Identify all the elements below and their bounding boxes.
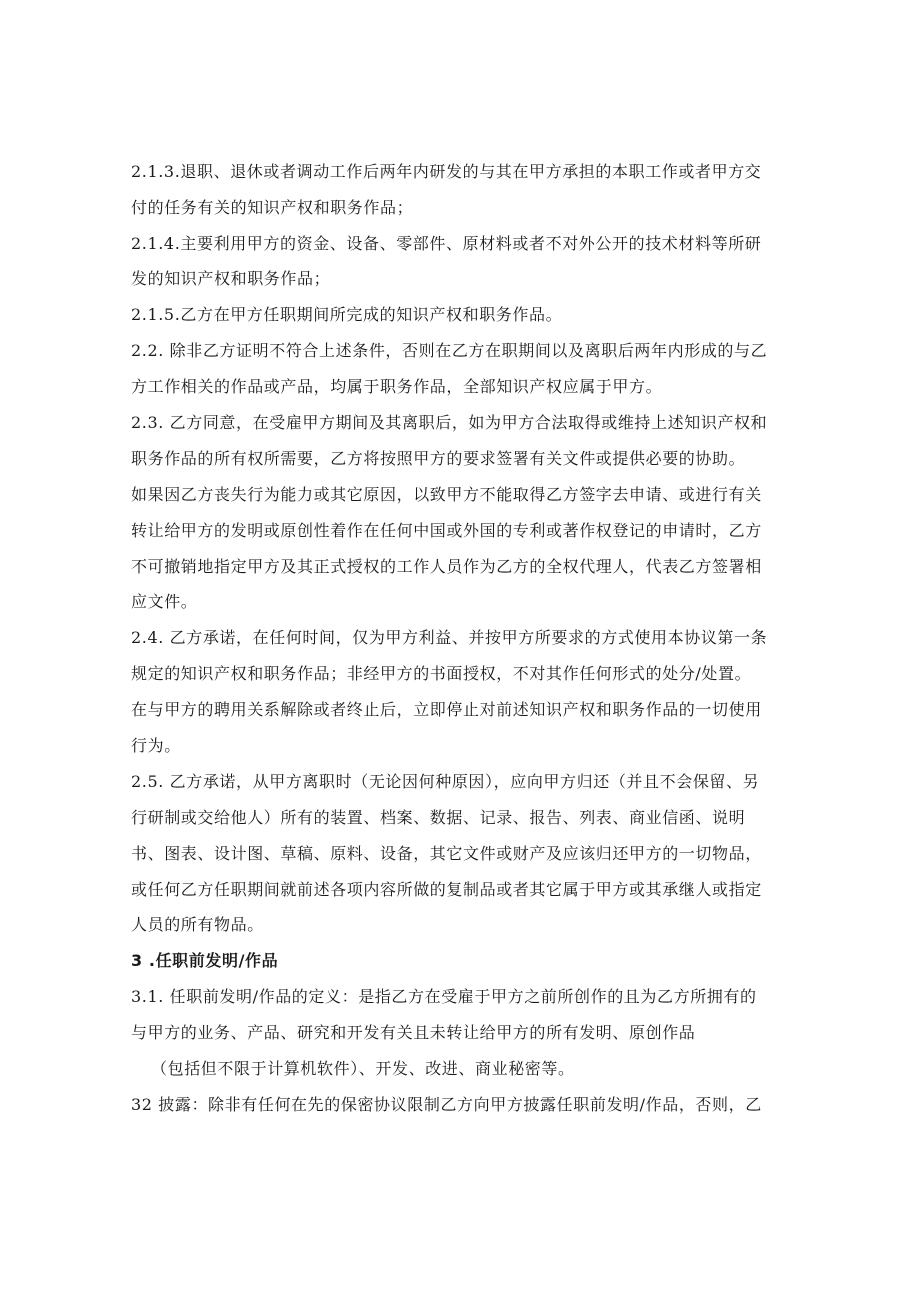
- clause-3-1-line-3: （包括但不限于计算机软件）、开发、改进、商业秘密等。: [151, 1059, 575, 1078]
- clause-2-5-line-4: 或任何乙方任职期间就前述各项内容所做的复制品或者其它属于甲方或其承继人或指定: [131, 880, 762, 899]
- clause-2-4-line-1: 2.4. 乙方承诺，在任何时间，仅为甲方利益、并按甲方所要求的方式使用本协议第一条: [131, 628, 768, 647]
- clause-2-1-3-line-2: 付的任务有关的知识产权和职务作品；: [131, 198, 414, 217]
- section-3-heading: 3 .任职前发明/作品: [131, 951, 279, 970]
- clause-2-4-line-4: 行为。: [131, 736, 181, 755]
- clause-2-1-4-line-1: 2.1.4.主要利用甲方的资金、设备、零部件、原材料或者不对外公开的技术材料等所研: [131, 234, 762, 253]
- clause-2-5-line-2: 行研制或交给他人）所有的装置、档案、数据、记录、报告、列表、商业信函、说明: [131, 808, 746, 827]
- clause-2-3-line-1: 2.3. 乙方同意，在受雇甲方期间及其离职后，如为甲方合法取得或维持上述知识产权和: [131, 413, 768, 432]
- clause-2-2-line-2: 方工作相关的作品或产品，均属于职务作品，全部知识产权应属于甲方。: [131, 377, 663, 396]
- clause-2-4-line-2: 规定的知识产权和职务作品；非经甲方的书面授权，不对其作任何形式的处分/处置。: [131, 664, 752, 683]
- clause-2-5-line-3: 书、图表、设计图、草稿、原料、设备，其它文件或财产及应该归还甲方的一切物品，: [131, 844, 762, 863]
- clause-2-4-line-3: 在与甲方的聘用关系解除或者终止后，立即停止对前述知识产权和职务作品的一切使用: [131, 700, 762, 719]
- clause-2-1-3-line-1: 2.1.3.退职、退休或者调动工作后两年内研发的与其在甲方承担的本职工作或者甲方交: [131, 162, 762, 181]
- clause-2-3-line-4: 转让给甲方的发明或原创性着作在任何中国或外国的专利或著作权登记的申请时，乙方: [131, 521, 762, 540]
- clause-3-1-line-2: 与甲方的业务、产品、研究和开发有关且未转让给甲方的所有发明、原创作品: [131, 1023, 696, 1042]
- clause-2-3-line-3: 如果因乙方丧失行为能力或其它原因，以致甲方不能取得乙方签字去申请、或进行有关: [131, 485, 762, 504]
- clause-3-1-line-1: 3.1. 任职前发明/作品的定义：是指乙方在受雇于甲方之前所创作的且为乙方所拥有的: [131, 987, 757, 1006]
- clause-2-3-line-5: 不可撤销地指定甲方及其正式授权的工作人员作为乙方的全权代理人，代表乙方签署相: [131, 557, 762, 576]
- clause-2-3-line-2: 职务作品的所有权所需要，乙方将按照甲方的要求签署有关文件或提供必要的协助。: [131, 449, 746, 468]
- clause-2-1-5-line-1: 2.1.5.乙方在甲方任职期间所完成的知识产权和职务作品。: [131, 305, 563, 324]
- clause-2-1-4-line-2: 发的知识产权和职务作品；: [131, 269, 331, 288]
- clause-2-5-line-5: 人员的所有物品。: [131, 915, 264, 934]
- clause-3-2-line-1: 32 披露：除非有任何在先的保密协议限制乙方向甲方披露任职前发明/作品，否则，乙: [131, 1095, 762, 1114]
- clause-2-5-line-1: 2.5. 乙方承诺，从甲方离职时（无论因何种原因），应向甲方归还（并且不会保留、另: [131, 772, 760, 791]
- clause-2-2-line-1: 2.2. 除非乙方证明不符合上述条件，否则在乙方在职期间以及离职后两年内形成的与乙: [131, 341, 768, 360]
- clause-2-3-line-6: 应文件。: [131, 592, 198, 611]
